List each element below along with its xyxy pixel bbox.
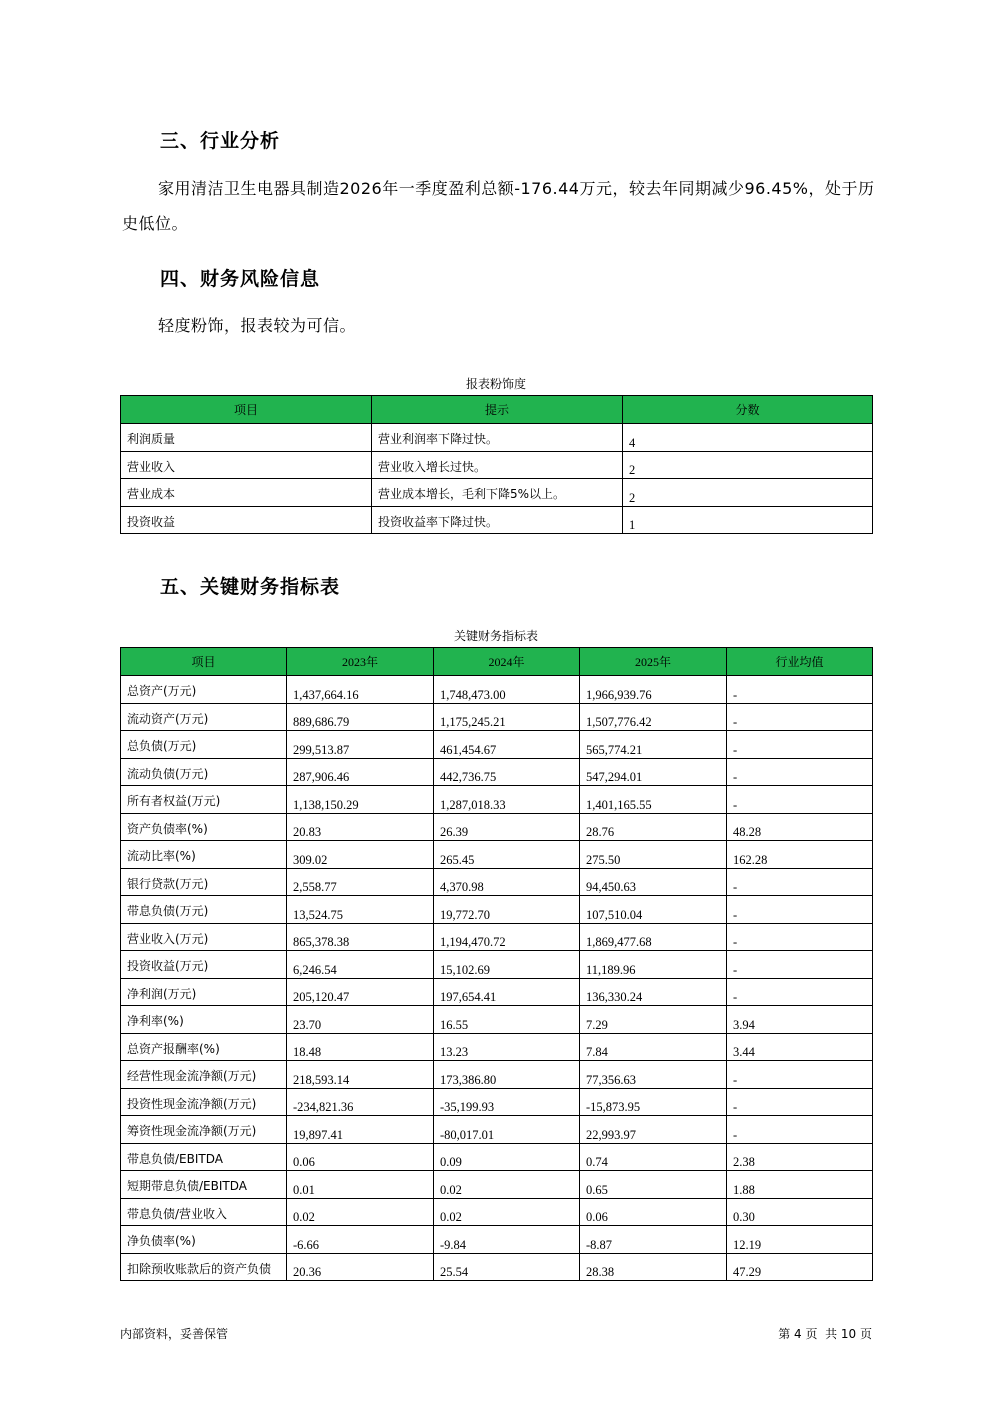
table-row <box>121 1061 873 1089</box>
row-label-cell <box>121 424 372 452</box>
cell-text: 净利率(%) <box>127 1014 184 1028</box>
value-cell: 0.06 <box>287 1143 434 1171</box>
value-cell: 1,287,018.33 <box>434 786 580 814</box>
row-label-cell <box>121 1143 287 1171</box>
cell-text: 短期带息负债/EBITDA <box>127 1179 247 1193</box>
table-row <box>121 1088 873 1116</box>
cell-text: 带息负债/EBITDA <box>127 1151 223 1166</box>
cell-text: 投资性现金流净额(万元) <box>127 1096 257 1111</box>
value-cell: 1,966,939.76 <box>580 676 727 704</box>
table-row <box>121 451 873 479</box>
value-cell: 12.19 <box>727 1226 873 1254</box>
value-cell: 0.06 <box>580 1198 727 1226</box>
value-cell: 1,507,776.42 <box>580 703 727 731</box>
value-cell: 19,772.70 <box>434 896 580 924</box>
row-label-cell <box>121 731 287 759</box>
table-row <box>121 896 873 924</box>
row-label-cell <box>121 1226 287 1254</box>
value-cell: -15,873.95 <box>580 1088 727 1116</box>
value-cell: 0.74 <box>580 1143 727 1171</box>
cell-text: 流动比率(%) <box>127 849 196 863</box>
value-cell: 13.23 <box>434 1033 580 1061</box>
value-cell: 309.02 <box>287 841 434 869</box>
table-row <box>121 479 873 507</box>
value-cell: 0.65 <box>580 1171 727 1199</box>
value-cell: 1 <box>623 506 873 534</box>
value-cell: -234,821.36 <box>287 1088 434 1116</box>
value-cell: - <box>727 951 873 979</box>
row-label-cell <box>121 1006 287 1034</box>
row-label-cell <box>121 1198 287 1226</box>
row-label-cell <box>121 1253 287 1281</box>
value-cell: 136,330.24 <box>580 978 727 1006</box>
cell-text: 流动资产(万元) <box>127 711 209 726</box>
value-cell: 173,386.80 <box>434 1061 580 1089</box>
table-row <box>121 758 873 786</box>
cell-text: 总资产(万元) <box>127 684 197 698</box>
row-label-cell <box>121 813 287 841</box>
table-row <box>121 1006 873 1034</box>
value-cell: 299,513.87 <box>287 731 434 759</box>
cell-text: 净利润(万元) <box>127 986 197 1001</box>
column-header: 2024年 <box>434 648 580 676</box>
row-label-cell <box>121 1033 287 1061</box>
row-label-cell <box>121 951 287 979</box>
value-cell: 442,736.75 <box>434 758 580 786</box>
value-cell: - <box>727 676 873 704</box>
cell-text: 扣除预收账款后的资产负债 <box>127 1261 272 1276</box>
table-row <box>121 978 873 1006</box>
value-cell: 1,437,664.16 <box>287 676 434 704</box>
cell-text: 投资收益 <box>127 514 176 529</box>
value-cell: 22,993.97 <box>580 1116 727 1144</box>
kpi-table-caption: 关键财务指标表 <box>453 629 538 643</box>
value-cell: 162.28 <box>727 841 873 869</box>
value-cell: 20.36 <box>287 1253 434 1281</box>
cell-text: 资产负债率(%) <box>127 821 208 836</box>
value-cell: 7.29 <box>580 1006 727 1034</box>
cell-text: 利润质量 <box>127 432 176 446</box>
row-label-cell <box>121 1171 287 1199</box>
table-row <box>121 813 873 841</box>
table-row <box>121 1198 873 1226</box>
value-cell: - <box>727 896 873 924</box>
value-cell: 3.44 <box>727 1033 873 1061</box>
value-cell: 197,654.41 <box>434 978 580 1006</box>
column-header: 分数 <box>623 396 873 424</box>
value-cell: 2,558.77 <box>287 868 434 896</box>
row-label-cell <box>121 479 372 507</box>
row-label-cell <box>121 786 287 814</box>
column-header: 2025年 <box>580 648 727 676</box>
value-cell: 0.01 <box>287 1171 434 1199</box>
column-header: 2023年 <box>287 648 434 676</box>
value-cell: 1,175,245.21 <box>434 703 580 731</box>
cell-text: 银行贷款(万元) <box>127 876 209 891</box>
value-cell: -6.66 <box>287 1226 434 1254</box>
value-cell: 48.28 <box>727 813 873 841</box>
cell-text: 带息负债(万元) <box>127 904 209 918</box>
row-label-cell <box>121 923 287 951</box>
value-cell: 0.02 <box>287 1198 434 1226</box>
value-cell: - <box>727 703 873 731</box>
table-row <box>121 1253 873 1281</box>
value-cell: -9.84 <box>434 1226 580 1254</box>
table-row <box>121 506 873 534</box>
table-row <box>121 676 873 704</box>
value-cell: - <box>727 1061 873 1089</box>
value-cell: - <box>727 1116 873 1144</box>
table-row <box>121 1226 873 1254</box>
table-row <box>121 1143 873 1171</box>
row-label-cell <box>121 451 372 479</box>
value-cell: 865,378.38 <box>287 923 434 951</box>
value-cell: 205,120.47 <box>287 978 434 1006</box>
value-cell: 7.84 <box>580 1033 727 1061</box>
value-cell: 889,686.79 <box>287 703 434 731</box>
table-row <box>121 1033 873 1061</box>
section-3-heading: 三、行业分析 <box>160 130 281 152</box>
value-cell: 23.70 <box>287 1006 434 1034</box>
cell-text: 投资收益(万元) <box>127 959 209 973</box>
value-cell: 4,370.98 <box>434 868 580 896</box>
cell-text: 总资产报酬率(%) <box>127 1041 220 1056</box>
footer-confidential: 内部资料，妥善保管 <box>120 1327 229 1341</box>
section-4-heading: 四、财务风险信息 <box>160 268 321 290</box>
cell-text: 总负债(万元) <box>127 739 197 753</box>
value-cell: 26.39 <box>434 813 580 841</box>
table-row <box>121 1116 873 1144</box>
table-row <box>121 841 873 869</box>
value-cell: 3.94 <box>727 1006 873 1034</box>
value-cell <box>372 424 623 452</box>
value-cell: -80,017.01 <box>434 1116 580 1144</box>
cell-text: 营业收入增长过快。 <box>378 459 487 474</box>
value-cell: 1,194,470.72 <box>434 923 580 951</box>
value-cell: 6,246.54 <box>287 951 434 979</box>
value-cell <box>372 451 623 479</box>
value-cell: 218,593.14 <box>287 1061 434 1089</box>
column-header: 项目 <box>121 396 372 424</box>
value-cell: - <box>727 1088 873 1116</box>
row-label-cell <box>121 978 287 1006</box>
kpi-table <box>120 647 873 1281</box>
value-cell: 77,356.63 <box>580 1061 727 1089</box>
value-cell: 13,524.75 <box>287 896 434 924</box>
cell-text: 经营性现金流净额(万元) <box>127 1069 257 1083</box>
value-cell: 275.50 <box>580 841 727 869</box>
value-cell: 19,897.41 <box>287 1116 434 1144</box>
cell-text: 营业利润率下降过快。 <box>378 432 499 446</box>
value-cell: 287,906.46 <box>287 758 434 786</box>
column-header: 项目 <box>121 648 287 676</box>
row-label-cell <box>121 1116 287 1144</box>
cell-text: 流动负债(万元) <box>127 766 209 781</box>
table-row <box>121 786 873 814</box>
table-row <box>121 951 873 979</box>
cell-text: 营业成本增长，毛利下降5%以上。 <box>378 487 566 501</box>
value-cell: 16.55 <box>434 1006 580 1034</box>
cell-text: 投资收益率下降过快。 <box>378 514 499 529</box>
cell-text: 筹资性现金流净额(万元) <box>127 1124 257 1138</box>
cell-text: 营业收入(万元) <box>127 931 209 946</box>
value-cell: 565,774.21 <box>580 731 727 759</box>
value-cell: - <box>727 868 873 896</box>
column-header: 提示 <box>372 396 623 424</box>
row-label-cell <box>121 703 287 731</box>
value-cell: 0.02 <box>434 1171 580 1199</box>
row-label-cell <box>121 506 372 534</box>
section-3-text: 家用清洁卫生电器具制造2026年一季度盈利总额-176.44万元，较去年同期减少96.45%，处于历史低位。 <box>122 179 875 233</box>
row-label-cell <box>121 758 287 786</box>
cell-text: 营业收入 <box>127 459 176 474</box>
section-4-text: 轻度粉饰，报表较为可信。 <box>158 316 357 335</box>
table-row <box>121 1171 873 1199</box>
value-cell: 18.48 <box>287 1033 434 1061</box>
value-cell: -8.87 <box>580 1226 727 1254</box>
value-cell: -35,199.93 <box>434 1088 580 1116</box>
value-cell: 0.09 <box>434 1143 580 1171</box>
row-label-cell <box>121 1061 287 1089</box>
value-cell: 107,510.04 <box>580 896 727 924</box>
cell-text: 净负债率(%) <box>127 1234 196 1248</box>
value-cell: 20.83 <box>287 813 434 841</box>
column-header: 行业均值 <box>727 648 873 676</box>
row-label-cell <box>121 841 287 869</box>
row-label-cell <box>121 896 287 924</box>
table-row <box>121 424 873 452</box>
value-cell: - <box>727 786 873 814</box>
value-cell: 28.38 <box>580 1253 727 1281</box>
row-label-cell <box>121 868 287 896</box>
cell-text: 带息负债/营业收入 <box>127 1206 228 1221</box>
value-cell: - <box>727 758 873 786</box>
value-cell: 547,294.01 <box>580 758 727 786</box>
value-cell: - <box>727 923 873 951</box>
value-cell: 1,748,473.00 <box>434 676 580 704</box>
table-row <box>121 703 873 731</box>
value-cell: 1,869,477.68 <box>580 923 727 951</box>
cell-text: 所有者权益(万元) <box>127 794 221 808</box>
value-cell: 25.54 <box>434 1253 580 1281</box>
value-cell: 265.45 <box>434 841 580 869</box>
value-cell: 2.38 <box>727 1143 873 1171</box>
value-cell: 1,138,150.29 <box>287 786 434 814</box>
value-cell: 28.76 <box>580 813 727 841</box>
value-cell: 1.88 <box>727 1171 873 1199</box>
value-cell: 47.29 <box>727 1253 873 1281</box>
cell-text: 营业成本 <box>127 487 176 501</box>
value-cell <box>372 506 623 534</box>
value-cell: 2 <box>623 479 873 507</box>
value-cell: 11,189.96 <box>580 951 727 979</box>
row-label-cell <box>121 676 287 704</box>
row-label-cell <box>121 1088 287 1116</box>
value-cell: 15,102.69 <box>434 951 580 979</box>
section-5-heading: 五、关键财务指标表 <box>160 576 341 598</box>
value-cell: - <box>727 731 873 759</box>
table-row <box>121 868 873 896</box>
risk-table <box>120 395 873 534</box>
value-cell: 1,401,165.55 <box>580 786 727 814</box>
value-cell: - <box>727 978 873 1006</box>
footer-page-number: 第 4 页 共 10 页 <box>778 1327 872 1341</box>
value-cell: 461,454.67 <box>434 731 580 759</box>
value-cell: 0.30 <box>727 1198 873 1226</box>
value-cell <box>372 479 623 507</box>
value-cell: 0.02 <box>434 1198 580 1226</box>
table-row <box>121 731 873 759</box>
value-cell: 94,450.63 <box>580 868 727 896</box>
table-row <box>121 923 873 951</box>
value-cell: 2 <box>623 451 873 479</box>
risk-table-caption: 报表粉饰度 <box>465 377 526 391</box>
value-cell: 4 <box>623 424 873 452</box>
